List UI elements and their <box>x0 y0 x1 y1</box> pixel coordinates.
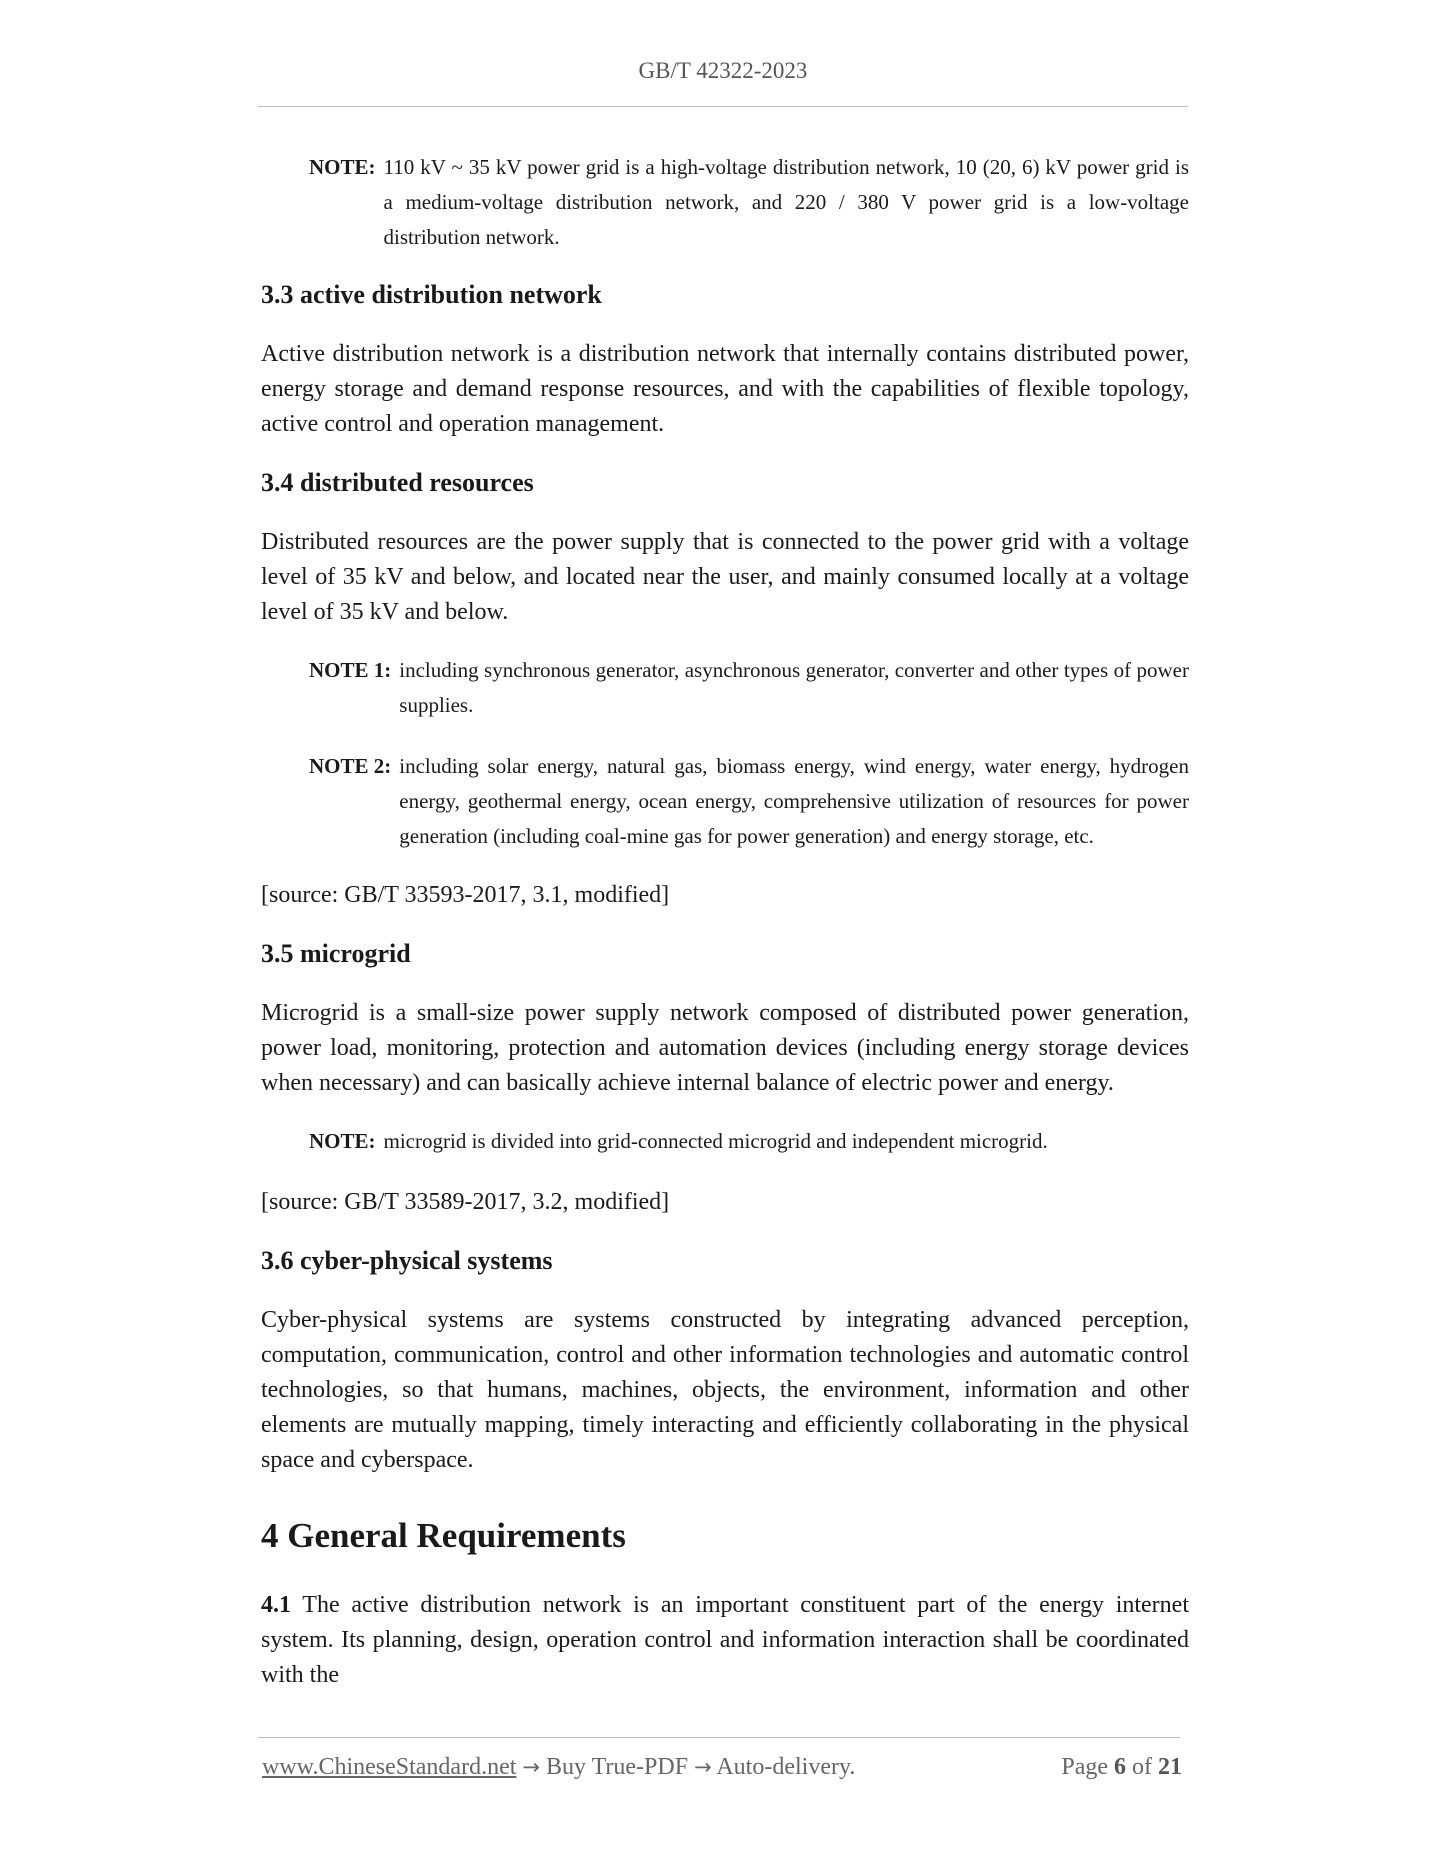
note-text: including synchronous generator, asynchronous generator, converter and other types of power supplies. <box>399 658 1189 717</box>
footer-promo <box>262 1754 855 1781</box>
page-total: 21 <box>1158 1754 1182 1780</box>
section-3-4-note-2 <box>309 749 1189 854</box>
section-3-5-body: Microgrid is a small-size power supply network composed of distributed power generation, power load, monitoring, protection and automation devices (including energy storage devices when necessary) and can basically achieve internal balance of electric power and energy. <box>261 1000 1189 1096</box>
clause-number: 4.1 <box>261 1592 291 1618</box>
note-voltage-levels <box>309 150 1189 255</box>
page-current: 6 <box>1114 1754 1126 1780</box>
website-link[interactable]: www.ChineseStandard.net <box>262 1754 517 1780</box>
document-id-header: GB/T 42322-2023 <box>638 58 808 83</box>
note-text: microgrid is divided into grid-connected microgrid and independent microgrid. <box>383 1129 1048 1153</box>
page-number <box>1061 1754 1182 1781</box>
section-3-5-source: [source: GB/T 33589-2017, 3.2, modified] <box>261 1189 670 1215</box>
section-3-4-note-1 <box>309 653 1189 723</box>
arrow-right-icon: → <box>522 1755 540 1779</box>
section-3-6-body: Cyber-physical systems are systems constructed by integrating advanced perception, computation, communication, control and other information technologies and automatic control technologies, so that humans, machines, objects, the environment, information and other elements are mutually mapping, timely interacting and efficiently collaborating in the physical space and cyberspace. <box>261 1307 1189 1473</box>
section-3-3-heading: 3.3 active distribution network <box>261 280 602 309</box>
of-word: of <box>1132 1754 1152 1780</box>
section-4-1-body <box>261 1588 1189 1693</box>
note-label: NOTE 2: <box>309 754 392 778</box>
arrow-right-icon: → <box>694 1755 712 1779</box>
delivery-text: Auto-delivery. <box>711 1754 856 1780</box>
page-footer <box>262 1754 1182 1781</box>
note-label: NOTE 1: <box>309 658 392 682</box>
section-3-4-source: [source: GB/T 33593-2017, 3.1, modified] <box>261 882 670 908</box>
note-text: 110 kV ~ 35 kV power grid is a high-voltage distribution network, 10 (20, 6) kV power grid is a medium-voltage distribution network, and 220 / 380 V power grid is a low-voltage distribution network. <box>383 155 1189 249</box>
page-content <box>261 150 1189 1693</box>
section-3-4-body: Distributed resources are the power supply that is connected to the power grid with a voltage level of 35 kV and below, and located near the user, and mainly consumed locally at a voltage level of 35 kV and below. <box>261 529 1189 625</box>
section-3-6-heading: 3.6 cyber-physical systems <box>261 1246 553 1275</box>
section-3-5-note <box>309 1124 1189 1159</box>
note-label: NOTE: <box>309 155 376 179</box>
section-3-5-heading: 3.5 microgrid <box>261 939 411 968</box>
section-3-3-body: Active distribution network is a distribution network that internally contains distributed power, energy storage and demand response resources, and with the capabilities of flexible topology, active control and operation management. <box>261 341 1189 437</box>
section-4-heading: 4 General Requirements <box>261 1516 626 1555</box>
header-divider <box>258 106 1188 107</box>
section-3-4-heading: 3.4 distributed resources <box>261 468 534 497</box>
clause-text: The active distribution network is an important constituent part of the energy internet system. Its planning, design, operation control and information interaction shall be coordinated with the <box>261 1592 1189 1688</box>
buy-text: Buy True-PDF <box>540 1754 695 1780</box>
note-text: including solar energy, natural gas, biomass energy, wind energy, water energy, hydrogen energy, geothermal energy, ocean energy, comprehensive utilization of resources for power generation (including coal-mine gas for power generation) and energy storage, etc. <box>399 754 1189 848</box>
note-label: NOTE: <box>309 1129 376 1153</box>
page-word: Page <box>1061 1754 1108 1780</box>
footer-divider <box>258 1737 1180 1738</box>
